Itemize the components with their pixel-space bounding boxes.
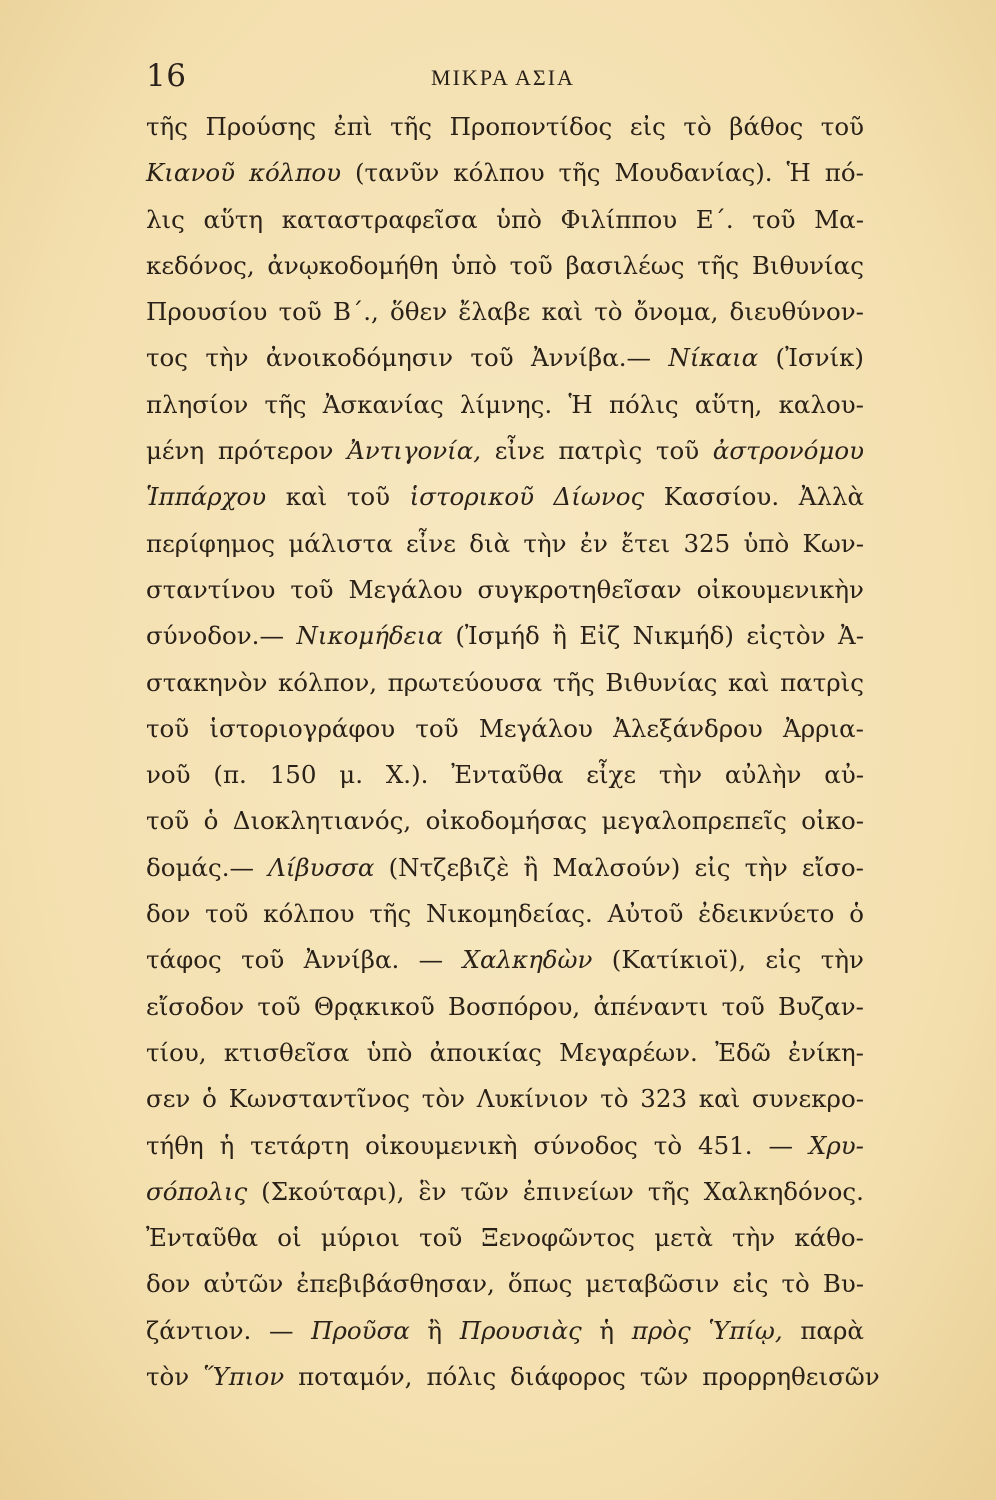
word: τοῦ (470, 343, 514, 373)
text-line (146, 752, 864, 798)
word: τοῦ (278, 297, 322, 327)
word: Λυκίνιον (476, 1084, 589, 1114)
word: πατρὶς (780, 667, 864, 697)
word: κόλπον, (277, 667, 378, 697)
italic-word: σόπολις (146, 1176, 248, 1206)
word: εἰς (765, 945, 802, 975)
word: ἐν (579, 528, 608, 558)
word: προρρηθεισῶν (702, 1362, 880, 1392)
word: Προύσης (205, 112, 317, 141)
word: οἰκουμενικὴ (365, 1130, 518, 1160)
word: Βυζαν- (778, 991, 864, 1021)
word: οἰκο- (801, 806, 864, 836)
word: τὴν (658, 760, 703, 790)
word: τῆς (146, 112, 188, 141)
word: περίφημος (146, 528, 276, 558)
word: μ. (339, 760, 364, 790)
word: κεδόνος, (146, 250, 255, 280)
word: ὄνομα, (633, 297, 719, 327)
text-line (146, 289, 864, 335)
word: τῆς (552, 667, 595, 697)
text-line (146, 1076, 864, 1122)
word: Μαλσούν) (552, 852, 681, 882)
text-line (146, 335, 864, 381)
word: τὸ (600, 1084, 629, 1114)
word: τὴν (523, 528, 567, 558)
word: Ἐνταῦθα (451, 760, 564, 790)
word: τὴν (732, 1223, 776, 1253)
italic-word: πρὸς (631, 1315, 691, 1345)
text-line (146, 845, 864, 891)
text-line (146, 1261, 864, 1307)
word: Εἰζ (579, 621, 621, 651)
word: τοῦ (721, 991, 765, 1021)
word: Θρᾳκικοῦ (313, 991, 435, 1021)
italic-word: Νικομήδεια (296, 621, 443, 651)
italic-word: Ὕπιον (203, 1362, 285, 1392)
italic-word: Προῦσα (311, 1315, 410, 1345)
word: ὑπὸ (451, 250, 497, 280)
word: τὸν (421, 1084, 465, 1114)
italic-word: Κιανοῦ (146, 158, 235, 188)
word: 451. (698, 1130, 753, 1160)
word: οἰκουμενικὴν (696, 574, 864, 604)
word: Ἐδῶ (715, 1037, 771, 1067)
word: Μουδανίας). (614, 158, 773, 188)
word: εἴσοδον (146, 991, 245, 1021)
page-number: 16 (146, 58, 187, 94)
word: (Ἰσνίκ) (775, 343, 864, 373)
italic-word: Λίβυσσα (268, 852, 375, 882)
word: Κων- (802, 528, 864, 558)
word: πρωτεύουσα (387, 667, 543, 697)
text-line (146, 243, 864, 289)
text-line (146, 660, 864, 706)
word: τετάρτη (250, 1130, 350, 1160)
word: τήθη (146, 1130, 204, 1160)
word: καὶ (541, 297, 584, 327)
word: Κασσίου. (663, 482, 780, 512)
word: Μεγάλου (478, 713, 593, 743)
word: τοῦ (146, 713, 190, 743)
word: συνεκρο- (752, 1084, 864, 1114)
word: Νικμήδ) (632, 621, 734, 651)
word: Β΄., (332, 297, 379, 327)
word: νοῦ (146, 760, 191, 790)
word: τοῦ (346, 482, 391, 512)
word: Βυ- (822, 1269, 864, 1299)
word: τάφος (146, 945, 222, 975)
word: 323 (640, 1084, 688, 1114)
word: ποταμόν, (298, 1362, 413, 1392)
word: τὴν (205, 343, 249, 373)
word: αὐλὴν (724, 760, 802, 790)
word: μύριοι (320, 1223, 400, 1253)
word: Βιθυνίας (605, 667, 718, 697)
text-line (146, 1123, 864, 1169)
word: κόλπου (263, 899, 355, 929)
word: ἀποικίας (429, 1037, 542, 1067)
word: Μα- (814, 204, 864, 234)
word: εἰς (629, 112, 666, 141)
word: τῆς (647, 1176, 690, 1206)
word: στακηνὸν (146, 667, 268, 697)
word: (Ντζεβιζὲ (388, 852, 510, 882)
word: μετὰ (654, 1223, 713, 1253)
word: τοῦ (146, 806, 190, 836)
word: Ἀρρια- (783, 713, 864, 743)
word: τῆς (697, 250, 740, 280)
text-line (146, 197, 864, 243)
word: Ἀ- (838, 621, 864, 651)
word: ἐπινείων (522, 1176, 634, 1206)
word: ἢ (552, 621, 567, 651)
word: Ξενοφῶντος (481, 1223, 636, 1253)
page-header (146, 56, 860, 96)
word: Ἀλλὰ (798, 482, 864, 512)
word: παρὰ (800, 1315, 864, 1345)
word: Ἡ (786, 158, 811, 188)
italic-word: Ἀντιγονία, (347, 436, 482, 466)
text-line (146, 706, 864, 752)
word: Νικομηδείας. (425, 899, 593, 929)
italic-word: Χρυ- (808, 1130, 864, 1160)
word: τοῦ (752, 204, 796, 234)
word: Ἐνταῦθα (146, 1223, 259, 1253)
text-line (146, 521, 864, 567)
text-line (146, 891, 864, 937)
word: τῶν (460, 1176, 509, 1206)
word: αὕτη (203, 204, 264, 234)
word: 325 (683, 528, 731, 558)
word: αὐ- (824, 760, 864, 790)
word: τοῦ (205, 899, 249, 929)
word: αὐτῶν (203, 1269, 284, 1299)
word: ἱστοριογράφου (209, 713, 396, 743)
word: (Κατίκιοϊ), (611, 945, 746, 975)
word: συγκροτηθεῖσαν (477, 574, 682, 604)
word: 150 (269, 760, 317, 790)
word: πρότερον (217, 436, 334, 466)
word: τῆς (369, 899, 412, 929)
word: μεγαλοπρεπεῖς (601, 806, 787, 836)
word: τοῦ (241, 945, 285, 975)
word: Χαλκηδόνος. (703, 1176, 864, 1206)
word: τος (146, 343, 189, 373)
word: ὅπως (507, 1269, 573, 1299)
text-line (146, 984, 864, 1030)
word: ἐπὶ (333, 112, 373, 141)
word: τὴν (744, 852, 788, 882)
word: δομάς.— (146, 852, 254, 882)
word: ὁ (202, 1084, 217, 1114)
word: τὸ (781, 1269, 810, 1299)
word: τὸ (594, 297, 623, 327)
word: ὑπὸ (366, 1037, 413, 1067)
word: ἡ (599, 1315, 615, 1345)
italic-word: κόλπου (248, 158, 342, 188)
text-line (146, 1215, 864, 1261)
word: μένη (146, 436, 205, 466)
italic-word: ἀστρονόμου (712, 436, 864, 466)
word: εἶνε (406, 528, 456, 558)
word: (τανῦν (354, 158, 440, 188)
word: αὕτη, (694, 389, 763, 419)
word: διὰ (469, 528, 511, 558)
word: κόλπου (453, 158, 545, 188)
text-line (146, 798, 864, 844)
word: ἡ (219, 1130, 235, 1160)
word: Προποντίδος (449, 112, 613, 141)
text-line (146, 104, 864, 150)
text-line (146, 428, 864, 474)
word: Ε΄. (695, 204, 734, 234)
word: σύνοδος (533, 1130, 638, 1160)
word: λις (146, 204, 185, 234)
word: βάθος (729, 112, 804, 141)
word: εἴσο- (801, 852, 864, 882)
word: ἀνῳκοδομήθη (267, 250, 439, 280)
word: πόλις (426, 1362, 497, 1392)
word: εἰςτὸν (746, 621, 826, 651)
word: καταστραφεῖσα (281, 204, 478, 234)
word: ὁ (203, 806, 219, 836)
text-line (146, 382, 864, 428)
word: ὅθεν (390, 297, 448, 327)
word: ἢ (523, 852, 539, 882)
word: ἓν (418, 1176, 447, 1206)
word: δον (146, 899, 191, 929)
word: Ἀννίβα. (303, 945, 400, 975)
word: Ἀλεξάνδρου (613, 713, 763, 743)
word: εἰς (732, 1269, 769, 1299)
word: τοῦ (290, 574, 334, 604)
word: καὶ (285, 482, 328, 512)
word: ζάντιον. (146, 1315, 252, 1345)
word: (π. (213, 760, 247, 790)
italic-word: Χαλκηδὼν (462, 945, 593, 975)
text-line (146, 150, 864, 196)
word: ἢ (427, 1315, 443, 1345)
text-line (146, 1308, 864, 1354)
text-line (146, 1354, 880, 1400)
italic-word: Ὑπίῳ, (708, 1315, 783, 1345)
word: μάλιστα (288, 528, 393, 558)
word: (Σκούταρι), (261, 1176, 405, 1206)
text-line (146, 613, 864, 659)
word: πλησίον (146, 389, 249, 419)
word: δον (146, 1269, 191, 1299)
word: Διοκλητιανός, (232, 806, 412, 836)
word: τοῦ (419, 1223, 463, 1253)
word: μεταβῶσιν (585, 1269, 720, 1299)
word: πό- (824, 158, 864, 188)
italic-word: ἱστορικοῦ (409, 482, 534, 512)
word: Αὐτοῦ (607, 899, 684, 929)
word: ἀνοικοδόμησιν (265, 343, 454, 373)
word: ὑπὸ (743, 528, 790, 558)
word: τὸ (683, 112, 712, 141)
word: — (768, 1130, 793, 1160)
word: τοῦ (655, 436, 700, 466)
word: τοῦ (820, 112, 864, 141)
word: διάφορος (510, 1362, 626, 1392)
word: καλου- (778, 389, 864, 419)
word: Κωνσταντῖνος (228, 1084, 411, 1114)
word: διευθύνον- (729, 297, 864, 327)
word: τὴν (820, 945, 864, 975)
word: ἔτει (621, 528, 671, 558)
text-line (146, 937, 864, 983)
italic-word: Δίωνος (553, 482, 645, 512)
text-line (146, 1030, 864, 1076)
word: καὶ (728, 667, 770, 697)
word: τῆς (264, 389, 307, 419)
word: τοῦ (415, 713, 459, 743)
word: οἱ (277, 1223, 302, 1253)
word: κάθο- (794, 1223, 864, 1253)
word: — (268, 1315, 294, 1345)
word: τὸν (146, 1362, 190, 1392)
word: ἐδεικνύετο (698, 899, 835, 929)
word: Βοσπόρου, (448, 991, 581, 1021)
word: εἶχε (586, 760, 637, 790)
italic-word: Ἱππάρχου (146, 482, 267, 512)
word: τοῦ (509, 250, 553, 280)
word: εἶνε (494, 436, 545, 466)
word: Προυσίου (146, 297, 268, 327)
word: ἐνίκη- (788, 1037, 864, 1067)
word: Φιλίππου (560, 204, 678, 234)
text-line (146, 567, 864, 613)
word: Ἀννίβα.— (530, 343, 652, 373)
word: Ἡ (568, 389, 593, 419)
word: σταντίνου (146, 574, 276, 604)
word: ὑπὸ (496, 204, 542, 234)
italic-word: Νίκαια (668, 343, 759, 373)
word: (Ἰσμήδ (455, 621, 540, 651)
word: Ἀσκανίας (322, 389, 444, 419)
word: Μεγαρέων. (559, 1037, 698, 1067)
word: τῶν (639, 1362, 689, 1392)
word: καὶ (698, 1084, 741, 1114)
text-line (146, 1169, 864, 1215)
word: ἀπέναντι (593, 991, 709, 1021)
word: ἐπεβιβάσθησαν, (296, 1269, 495, 1299)
word: Χ.). (385, 760, 429, 790)
word: λίμνης. (460, 389, 553, 419)
word: τίου, (146, 1037, 207, 1067)
word: σύνοδον.— (146, 621, 284, 651)
word: οἰκοδομήσας (425, 806, 588, 836)
word: τῆς (390, 112, 433, 141)
word: ὁ (849, 899, 864, 929)
word: τοῦ (257, 991, 301, 1021)
italic-word: Προυσιὰς (459, 1315, 582, 1345)
word: εἰς (694, 852, 731, 882)
word: πατρὶς (558, 436, 643, 466)
word: — (418, 945, 444, 975)
running-head: ΜΙΚΡΑ ΑΣΙΑ (431, 65, 575, 90)
word: πόλις (608, 389, 679, 419)
word: τὸ (653, 1130, 683, 1160)
word: τῆς (558, 158, 601, 188)
word: κτισθεῖσα (223, 1037, 350, 1067)
word: βασιλέως (565, 250, 685, 280)
text-line (146, 474, 864, 520)
body-text (146, 104, 880, 1400)
word: Βιθυνίας (751, 250, 864, 280)
word: ἔλαβε (458, 297, 531, 327)
word: σεν (146, 1084, 191, 1114)
word: Μεγάλου (348, 574, 463, 604)
